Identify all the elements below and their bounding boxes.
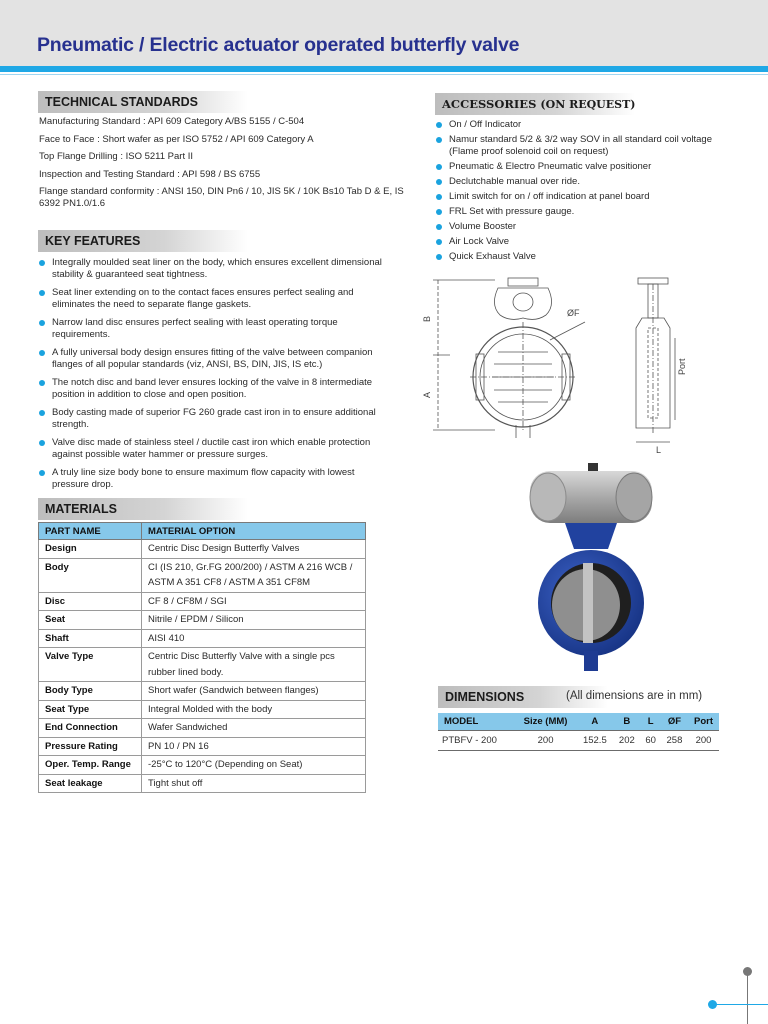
list-item: Body casting made of superior FG 260 grade cast iron in to ensure additional strength. [39,407,389,431]
material-cell: CF 8 / CF8M / SGI [142,592,366,611]
part-name-cell: Seat leakage [39,774,142,793]
column-header: Port [688,713,719,731]
list-item: Valve disc made of stainless steel / ductile cast iron which enable protection against possible water hammer or pressure surges. [39,437,389,461]
part-name-cell: Oper. Temp. Range [39,756,142,775]
valve-product-photo [520,455,660,680]
dimension-l-label: L [656,445,662,455]
column-header: Size (MM) [515,713,577,731]
corner-decoration-accent-line [712,1004,768,1005]
list-item: Narrow land disc ensures perfect sealing with least operating torque requirements. [39,317,389,341]
material-cell: Tight shut off [142,774,366,793]
technical-standards-heading: TECHNICAL STANDARDS [38,91,248,113]
part-name-cell: Body [39,558,142,592]
b-cell: 202 [613,731,640,751]
dimension-phi-f-label: ØF [567,308,580,318]
a-cell: 152.5 [576,731,613,751]
accessories-list [436,119,736,266]
column-header: L [640,713,661,731]
model-cell: PTBFV - 200 [438,731,515,751]
table-row [39,540,366,559]
list-item: Integrally moulded seat liner on the body, which ensures excellent dimensional stability & guaranteed seat tightness. [39,257,389,281]
list-item: Air Lock Valve [436,236,736,248]
material-cell: CI (IS 210, Gr.FG 200/200) / ASTM A 216 WCB / ASTM A 351 CF8 / ASTM A 351 CF8M [142,558,366,592]
table-row [438,731,719,751]
materials-table [38,522,366,793]
part-name-cell: Design [39,540,142,559]
material-cell: -25°C to 120°C (Depending on Seat) [142,756,366,775]
table-row [39,774,366,793]
column-header: ØF [661,713,688,731]
material-cell: Centric Disc Design Butterfly Valves [142,540,366,559]
part-name-cell: Seat [39,611,142,630]
list-item: Declutchable manual over ride. [436,176,736,188]
table-row [39,629,366,648]
material-cell: AISI 410 [142,629,366,648]
phi-f-cell: 258 [661,731,688,751]
table-header-row [438,713,719,731]
corner-decoration-dot [743,967,752,976]
standard-line: Top Flange Drilling : ISO 5211 Part II [39,151,194,162]
column-header: MODEL [438,713,515,731]
dimensions-table [438,713,719,751]
standard-line: Inspection and Testing Standard : API 598 / BS 6755 [39,168,261,180]
key-features-heading: KEY FEATURES [38,230,248,252]
list-item: Volume Booster [436,221,736,233]
list-item: On / Off Indicator [436,119,736,131]
list-item: A fully universal body design ensures fitting of the valve between companion flanges of all popular standards (viz, ANSI, BS, DIN, JIS, IS etc.) [39,347,389,371]
materials-heading: MATERIALS [38,498,248,520]
size-cell: 200 [515,731,577,751]
header-accent-bar [0,66,768,72]
table-row [39,756,366,775]
table-row [39,719,366,738]
table-row [39,700,366,719]
list-item: A truly line size body bone to ensure maximum flow capacity with lowest pressure drop. [39,467,389,491]
dimension-b-label: B [422,315,432,322]
port-cell: 200 [688,731,719,751]
technical-standards-list [39,116,404,216]
column-header: MATERIAL OPTION [142,523,366,540]
part-name-cell: Seat Type [39,700,142,719]
standard-line: Manufacturing Standard : API 609 Category A/BS 5155 / C-504 [39,116,305,127]
list-item: Quick Exhaust Valve [436,251,736,263]
dimensions-heading: DIMENSIONS [438,686,608,708]
material-cell: Centric Disc Butterfly Valve with a single pcs rubber lined body. [142,648,366,682]
key-features-list [39,257,389,497]
list-item: Namur standard 5/2 & 3/2 way SOV in all standard coil voltage (Flame proof solenoid coil on request) [436,134,736,158]
material-cell: PN 10 / PN 16 [142,737,366,756]
list-item: FRL Set with pressure gauge. [436,206,736,218]
accessories-heading [435,93,635,115]
part-name-cell: Shaft [39,629,142,648]
accessories-title: ACCESSORIES [442,97,537,111]
material-cell: Nitrile / EPDM / Silicon [142,611,366,630]
part-name-cell: Body Type [39,682,142,701]
part-name-cell: Valve Type [39,648,142,682]
material-cell: Integral Molded with the body [142,700,366,719]
corner-decoration-accent-dot [708,1000,717,1009]
corner-decoration-line [747,970,748,1024]
accessories-on-request: (ON REQUEST) [540,98,636,111]
part-name-cell: Disc [39,592,142,611]
part-name-cell: Pressure Rating [39,737,142,756]
table-row [39,611,366,630]
table-row [39,648,366,682]
port-label: Port [677,358,687,375]
table-row [39,737,366,756]
valve-technical-drawing [420,270,700,460]
dimension-a-label: A [422,391,432,398]
table-header-row [39,523,366,540]
page-title: Pneumatic / Electric actuator operated butterfly valve [37,34,520,56]
table-row [39,682,366,701]
material-cell: Short wafer (Sandwich between flanges) [142,682,366,701]
column-header: A [576,713,613,731]
dimensions-note: (All dimensions are in mm) [566,690,703,702]
list-item: Pneumatic & Electro Pneumatic valve positioner [436,161,736,173]
l-cell: 60 [640,731,661,751]
list-item: The notch disc and band lever ensures locking of the valve in 8 intermediate position in addition to close and open position. [39,377,389,401]
list-item: Seat liner extending on to the contact faces ensures perfect sealing and eliminates the need to separate flange gaskets. [39,287,389,311]
page-header [0,0,768,66]
material-cell: Wafer Sandwiched [142,719,366,738]
header-divider [0,74,768,75]
standard-line: Flange standard conformity : ANSI 150, DIN Pn6 / 10, JIS 5K / 10K Bs10 Tab D & E, IS 6392 PN1.0/1.6 [39,186,404,209]
list-item: Limit switch for on / off indication at panel board [436,191,736,203]
standard-line: Face to Face : Short wafer as per ISO 5752 / API 609 Category A [39,133,314,145]
table-row [39,558,366,592]
table-row [39,592,366,611]
column-header: PART NAME [39,523,142,540]
part-name-cell: End Connection [39,719,142,738]
column-header: B [613,713,640,731]
